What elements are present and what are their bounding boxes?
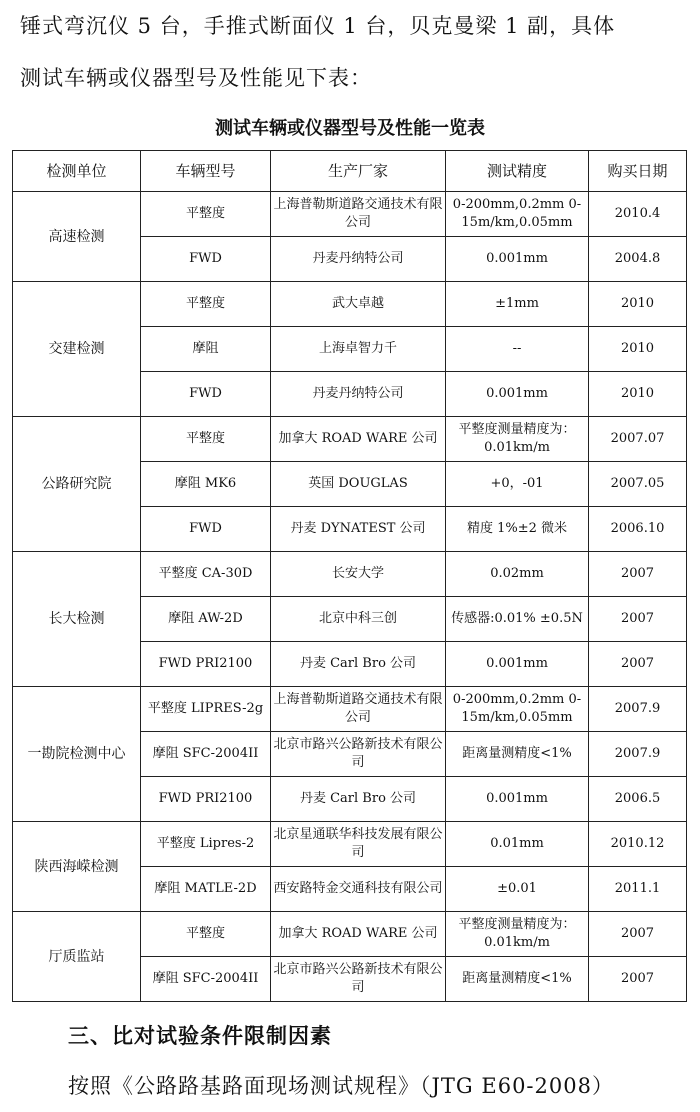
cell-precision: ±1mm bbox=[446, 282, 589, 327]
cell-maker: 丹麦 Carl Bro 公司 bbox=[271, 777, 446, 822]
cell-precision: 0.001mm bbox=[446, 237, 589, 282]
cell-precision: 距离量测精度<1% bbox=[446, 957, 589, 1002]
header-date: 购买日期 bbox=[589, 151, 687, 192]
cell-model: 平整度 bbox=[141, 192, 271, 237]
cell-precision: 0.01mm bbox=[446, 822, 589, 867]
cell-unit: 一勘院检测中心 bbox=[13, 687, 141, 822]
cell-model: FWD PRI2100 bbox=[141, 642, 271, 687]
cell-precision: 0.001mm bbox=[446, 372, 589, 417]
cell-date: 2007.9 bbox=[589, 732, 687, 777]
cell-unit: 交建检测 bbox=[13, 282, 141, 417]
cell-precision: 距离量测精度<1% bbox=[446, 732, 589, 777]
table-row bbox=[13, 912, 687, 957]
cell-model: FWD bbox=[141, 237, 271, 282]
cell-maker: 长安大学 bbox=[271, 552, 446, 597]
table-title: 测试车辆或仪器型号及性能一览表 bbox=[215, 118, 485, 139]
cell-unit: 公路研究院 bbox=[13, 417, 141, 552]
cell-model: 摩阻 MATLE-2D bbox=[141, 867, 271, 912]
cell-maker: 北京市路兴公路新技术有限公司 bbox=[271, 957, 446, 1002]
cell-precision: -- bbox=[446, 327, 589, 372]
cell-maker: 上海卓智力千 bbox=[271, 327, 446, 372]
header-precision: 测试精度 bbox=[446, 151, 589, 192]
cell-precision: 传感器:0.01% ±0.5N bbox=[446, 597, 589, 642]
cell-model: FWD bbox=[141, 372, 271, 417]
cell-date: 2010 bbox=[589, 327, 687, 372]
table-row bbox=[13, 822, 687, 867]
cell-maker: 上海普勒斯道路交通技术有限公司 bbox=[271, 192, 446, 237]
table-row bbox=[13, 687, 687, 732]
cell-precision: 平整度测量精度为：0.01km/m bbox=[446, 417, 589, 462]
cell-maker: 丹麦丹纳特公司 bbox=[271, 237, 446, 282]
table-header-row bbox=[13, 151, 687, 192]
cell-date: 2010.4 bbox=[589, 192, 687, 237]
cell-model: FWD bbox=[141, 507, 271, 552]
cell-date: 2007 bbox=[589, 957, 687, 1002]
header-maker: 生产厂家 bbox=[271, 151, 446, 192]
cell-maker: 丹麦丹纳特公司 bbox=[271, 372, 446, 417]
cell-date: 2010 bbox=[589, 372, 687, 417]
cell-model: 平整度 bbox=[141, 282, 271, 327]
cell-model: 平整度 bbox=[141, 417, 271, 462]
cell-model: 摩阻 MK6 bbox=[141, 462, 271, 507]
cell-maker: 北京星通联华科技发展有限公司 bbox=[271, 822, 446, 867]
cell-maker: 加拿大 ROAD WARE 公司 bbox=[271, 417, 446, 462]
cell-unit: 厅质监站 bbox=[13, 912, 141, 1002]
cell-maker: 武大卓越 bbox=[271, 282, 446, 327]
intro-line-1: 锤式弯沉仪 5 台，手推式断面仪 1 台，贝克曼梁 1 副，具体 bbox=[20, 14, 616, 38]
cell-maker: 北京中科三创 bbox=[271, 597, 446, 642]
section-heading: 三、比对试验条件限制因素 bbox=[68, 1023, 332, 1048]
cell-date: 2006.5 bbox=[589, 777, 687, 822]
cell-date: 2007 bbox=[589, 642, 687, 687]
cell-model: 摩阻 AW-2D bbox=[141, 597, 271, 642]
cell-maker: 丹麦 DYNATEST 公司 bbox=[271, 507, 446, 552]
cell-maker: 丹麦 Carl Bro 公司 bbox=[271, 642, 446, 687]
cell-maker: 西安路特金交通科技有限公司 bbox=[271, 867, 446, 912]
cell-precision: 0-200mm,0.2mm 0-15m/km,0.05mm bbox=[446, 687, 589, 732]
cell-date: 2007 bbox=[589, 552, 687, 597]
cell-precision: 精度 1%±2 微米 bbox=[446, 507, 589, 552]
table-row bbox=[13, 192, 687, 237]
equipment-table bbox=[12, 150, 687, 1002]
header-unit: 检测单位 bbox=[13, 151, 141, 192]
cell-date: 2011.1 bbox=[589, 867, 687, 912]
cell-precision: 平整度测量精度为：0.01km/m bbox=[446, 912, 589, 957]
cell-maker: 英国 DOUGLAS bbox=[271, 462, 446, 507]
cell-model: FWD PRI2100 bbox=[141, 777, 271, 822]
cell-date: 2007.07 bbox=[589, 417, 687, 462]
cell-date: 2007.05 bbox=[589, 462, 687, 507]
cell-model: 平整度 Lipres-2 bbox=[141, 822, 271, 867]
cell-precision: 0.001mm bbox=[446, 777, 589, 822]
cell-unit: 高速检测 bbox=[13, 192, 141, 282]
cell-date: 2007 bbox=[589, 912, 687, 957]
cell-unit: 陕西海嵘检测 bbox=[13, 822, 141, 912]
cell-date: 2007.9 bbox=[589, 687, 687, 732]
cell-precision: 0.02mm bbox=[446, 552, 589, 597]
cell-model: 摩阻 SFC-2004II bbox=[141, 957, 271, 1002]
cell-date: 2006.10 bbox=[589, 507, 687, 552]
cell-model: 摩阻 bbox=[141, 327, 271, 372]
table-row bbox=[13, 552, 687, 597]
cell-date: 2007 bbox=[589, 597, 687, 642]
section-text: 按照《公路路基路面现场测试规程》（JTG E60-2008） bbox=[68, 1074, 614, 1098]
intro-line-2: 测试车辆或仪器型号及性能见下表： bbox=[20, 66, 372, 90]
cell-model: 平整度 LIPRES-2g bbox=[141, 687, 271, 732]
cell-precision: 0.001mm bbox=[446, 642, 589, 687]
cell-model: 摩阻 SFC-2004II bbox=[141, 732, 271, 777]
table-row bbox=[13, 282, 687, 327]
cell-maker: 加拿大 ROAD WARE 公司 bbox=[271, 912, 446, 957]
cell-maker: 上海普勒斯道路交通技术有限公司 bbox=[271, 687, 446, 732]
cell-maker: 北京市路兴公路新技术有限公司 bbox=[271, 732, 446, 777]
cell-date: 2010 bbox=[589, 282, 687, 327]
cell-model: 平整度 bbox=[141, 912, 271, 957]
cell-precision: 0-200mm,0.2mm 0-15m/km,0.05mm bbox=[446, 192, 589, 237]
cell-unit: 长大检测 bbox=[13, 552, 141, 687]
cell-precision: +0，-01 bbox=[446, 462, 589, 507]
cell-date: 2010.12 bbox=[589, 822, 687, 867]
cell-model: 平整度 CA-30D bbox=[141, 552, 271, 597]
cell-date: 2004.8 bbox=[589, 237, 687, 282]
table-row bbox=[13, 417, 687, 462]
table-body bbox=[13, 192, 687, 1002]
header-model: 车辆型号 bbox=[141, 151, 271, 192]
cell-precision: ±0.01 bbox=[446, 867, 589, 912]
